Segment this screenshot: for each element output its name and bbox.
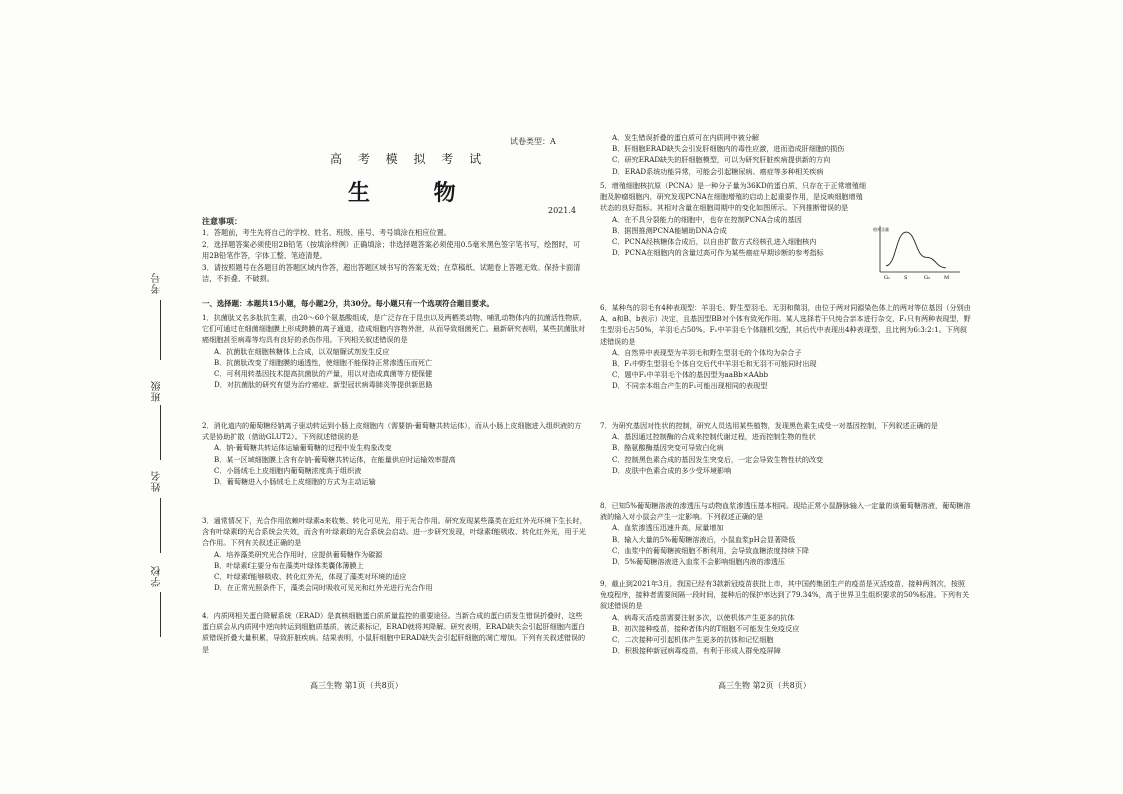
- chart-tick-label: G₁: [884, 275, 890, 281]
- option: D．皮肤中色素合成的多少受环境影响: [612, 465, 732, 475]
- question-7: [600, 420, 972, 476]
- binding-label-name: 姓名: [152, 470, 163, 492]
- chart-tick-label: G₂: [924, 275, 930, 281]
- option: A．自然界中表现型为羊羽毛和野生型羽毛的个体均为杂合子: [612, 347, 802, 357]
- chart-y-label: 相对含量: [873, 227, 889, 232]
- exam-title: 高 考 模 拟 考 试: [330, 152, 488, 166]
- question-3: [202, 515, 588, 593]
- binding-line: [160, 592, 161, 637]
- question-stem: 7．为研究基因对性状的控制，研究人员选用某些植物，发现黑色素生成受一对基因控制，下列叙述正确的是: [600, 421, 938, 430]
- notes-item: 1．答题前，考生先将自己的学校、姓名、班级、座号、考号填涂在相应位置。: [202, 228, 451, 238]
- option: B．据图推测PCNA能辅助DNA合成: [612, 225, 727, 235]
- question-stem: 5．增殖细胞核抗原（PCNA）是一种分子量为36KD的蛋白质，只存在于正常增殖细胞及肿瘤细胞内，研究发现PCNA在细胞增殖的启动上起重要作用，是反映细胞增殖状态的良好指标。其相对含量在细胞周期中的变化如图所示。下列推断错误的是: [600, 181, 866, 213]
- option: C．研究ERAD缺失的肝细胞模型，可以为研究肝脏疾病提供新的方向: [612, 155, 831, 165]
- question-stem: 6．某种鸟的羽毛有4种表现型：羊羽毛、野生型羽毛、无羽和微羽，由位于两对同源染色体上的两对等位基因（分别由A、a和B、b表示）决定，且基因型BB对个体有致死作用。某人选择若干只纯合亲本进行杂交，F₁只有两种表现型，野生型羽毛占50%，羊羽毛占50%。F₁中羊羽毛个体随机交配，其后代中表现出4种表现型，且比例为6:3:2:1。下列叙述错误的是: [600, 303, 971, 346]
- pcna-chart: [872, 222, 962, 282]
- option: C．题中F₁中羊羽毛个体的基因型为aaBb×AAbb: [612, 370, 768, 380]
- option: B．抗菌肽改变了细胞膜的通透性，使细胞不能保持正常渗透压而死亡: [214, 357, 433, 367]
- option: D．对抗菌肽的研究有望为治疗癌症、新型冠状病毒肺炎等提供新思路: [214, 380, 433, 390]
- option: B．酪氨酸酶基因突变可导致白化病: [612, 443, 724, 453]
- question-5: [600, 180, 868, 258]
- option: C．小肠绒毛上皮细胞内葡萄糖浓度高于组织液: [214, 465, 362, 475]
- question-1: [202, 312, 588, 390]
- question-2: [202, 420, 588, 487]
- question-stem: 2．消化道内的葡萄糖经钠离子驱动转运到小肠上皮细胞内（需要钠-葡萄糖共转运体），而从小肠上皮细胞进入组织液的方式是协助扩散（借助GLUT2）。下列叙述错误的是: [202, 421, 582, 442]
- option: A．抗菌肽在细胞核糖体上合成，以双缩脲试剂发生反应: [214, 346, 390, 356]
- exam-date: 2021.4: [548, 206, 576, 215]
- notes-heading: 注意事项：: [202, 216, 242, 226]
- option: A．发生错误折叠的蛋白质可在内质网中被分解: [612, 133, 759, 142]
- chart-series-line: [886, 232, 946, 268]
- option: A．在不具分裂能力的细胞中，也存在控制PCNA合成的基因: [612, 214, 802, 224]
- option: B．初次接种疫苗，接种者体内的T细胞不可能发生免疫反应: [612, 623, 800, 633]
- binding-line: [160, 300, 161, 360]
- option: A．钠-葡萄糖共转运体运输葡萄糖的过程中发生构象改变: [214, 443, 392, 453]
- section-heading: 一、选择题：本题共15小题，每小题2分，共30分。每小题只有一个选项符合题目要求。: [202, 299, 494, 308]
- question-stem: 8．已知5%葡萄糖溶液的渗透压与动物血浆渗透压基本相同。现给正常小鼠静脉输入一定量的该葡萄糖溶液，葡萄糖溶液的输入对小鼠会产生一定影响。下列叙述正确的是: [600, 501, 971, 522]
- option: A．血浆渗透压迅速升高，尿量增加: [612, 523, 724, 533]
- option: D．5%葡萄糖溶液进入血浆不会影响细胞内液的渗透压: [612, 557, 786, 567]
- option: B．某一区域细胞膜上含有存钠-葡萄糖共转运体，在能量供应时运输效率提高: [214, 454, 456, 464]
- question-stem: 1．抗菌肽又名多肽抗生素，由20～60个氨基酸组成，是广泛存在于昆虫以及两栖类动物、哺乳动物体内的抗菌活性物质，它们可通过在细菌细胞膜上形成跨膜的离子通道，造成细胞内容物外泄，从而导致细菌死亡。最新研究表明，某些抗菌肽对癌细胞甚至病毒等均具有良好的杀伤作用。下列相关叙述错误的是: [202, 313, 587, 345]
- option: C．可利用转基因技术提高抗菌肽的产量，用以对造成真菌等方便保健: [214, 369, 433, 379]
- option: C．叶绿素f能够吸收、转化红外光，体现了藻类对环境的适应: [214, 572, 407, 582]
- binding-label-school: 学校: [152, 565, 163, 587]
- subject-title: 生 物: [348, 180, 484, 206]
- option: D．葡萄糖进入小肠绒毛上皮细胞的方式为主动运输: [214, 477, 376, 487]
- paper-type: 试卷类型：A: [510, 137, 556, 146]
- option: D．不同亲本组合产生的F₁可能出现相同的表现型: [612, 381, 768, 391]
- notes-item: 2．选择题答案必须使用2B铅笔（按填涂样例）正确填涂；非选择题答案必须使用0.5毫米黑色签字笔书写，绘图时，可用2B铅笔作答，字体工整、笔迹清楚。: [202, 239, 581, 261]
- binding-label-id: 考号: [152, 272, 163, 294]
- option: A．病毒灭活疫苗需要注射多次，以使机体产生更多的抗体: [612, 612, 795, 622]
- option: B．叶绿素f主要分布在藻类叶绿体类囊体薄膜上: [214, 560, 364, 570]
- question-9: [600, 578, 972, 656]
- footer-page-left: 高三生物 第1页（共8页）: [310, 681, 403, 690]
- option: B．输入大量的5%葡萄糖溶液后，小鼠血浆pH会显著降低: [612, 534, 796, 544]
- footer-page-right: 高三生物 第2页（共8页）: [718, 681, 811, 690]
- option: A．基因通过控制酶的合成来控制代谢过程，进而控制生物的性状: [612, 432, 816, 442]
- question-8: [600, 500, 972, 567]
- question-4-options: [600, 132, 972, 177]
- binding-line: [160, 405, 161, 460]
- binding-line: [160, 498, 161, 553]
- binding-label-class: 班级: [152, 380, 163, 402]
- option: B．肝细胞ERAD缺失会引发肝细胞内的毒性应激，进而造成肝细胞的损伤: [612, 144, 845, 154]
- question-stem: 9．截止到2021年3月，我国已经有3款新冠疫苗获批上市，其中国药集团生产的疫苗是灭活疫苗，接种两剂次，按照免疫程序，接种者需要间隔一段时间，接种后的保护率达到了79.34%，高于世界卫生组织要求的50%标准。下列有关叙述错误的是: [600, 579, 970, 611]
- chart-tick-label: M: [944, 275, 950, 281]
- option: D．积极接种新冠病毒疫苗，有利于形成人群免疫屏障: [612, 646, 781, 656]
- question-4: [202, 610, 588, 655]
- option: D．ERAD系统功能异常，可能会引起糖尿病、癌症等多种相关疾病: [612, 166, 824, 176]
- question-stem: 3．通常情况下，光合作用依赖叶绿素a来收集、转化可见光，用于光合作用。研究发现某些藻类在近红外光环境下生长时，含有叶绿素f的光合系统会失效，而含有叶绿素f的光合系统会启动。进一步研究发现，叶绿素f能吸收、转化红外光，用于光合作用。下列有关叙述正确的是: [202, 516, 587, 548]
- question-6: [600, 302, 972, 392]
- option: D．在正常光照条件下，藻类会同时吸收可见光和红外光进行光合作用: [214, 583, 433, 593]
- question-stem: 4．内质网相关蛋白降解系统（ERAD）是真核细胞蛋白质质量监控的重要途径。当新合成的蛋白质发生错误折叠时，这些蛋白质会从内质网中逆向转运到细胞质基质，被泛素标记，ERAD就将其降解。研究表明，ERAD缺失会引起肝细胞内蛋白质错误折叠大量积累，导致肝脏疾病。结果表明，小鼠肝细胞中ERAD缺失会引起肝细胞的凋亡增加。下列有关叙述错误的是: [202, 611, 586, 654]
- notes: [202, 216, 586, 284]
- option: A．培养藻类研究光合作用时，应提供葡萄糖作为碳源: [214, 549, 383, 559]
- option: C．控制黑色素合成的基因发生突变后，一定会导致生物性状的改变: [612, 454, 824, 464]
- option: C．二次接种可引起机体产生更多的抗体和记忆细胞: [612, 635, 774, 645]
- option: B．F₁中野生型羽毛个体自交后代中羊羽毛和无羽不可能同时出现: [612, 359, 817, 369]
- chart-tick-label: S: [904, 275, 908, 281]
- option: C．PCNA经核糖体合成后，以自由扩散方式经核孔进入细胞核内: [612, 237, 817, 247]
- option: C．血浆中的葡萄糖被细胞不断利用，会导致血糖浓度持续下降: [612, 545, 809, 555]
- notes-item: 3．请按照题号在各题目的答题区域内作答，超出答题区域书写的答案无效；在草稿纸、试题卷上答题无效。保持卡面清洁，不折叠、不破损。: [202, 262, 581, 284]
- option: D．PCNA在细胞内的含量过高可作为某些癌症早期诊断的参考指标: [612, 248, 824, 258]
